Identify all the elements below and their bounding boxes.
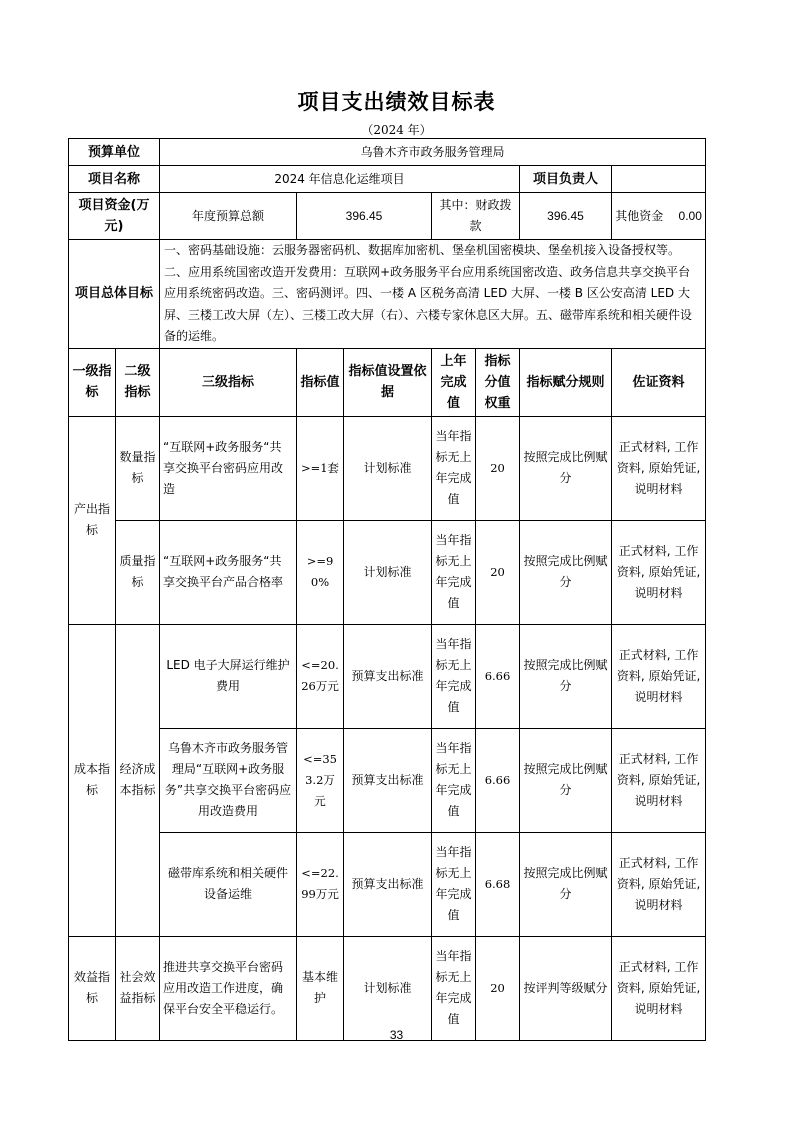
fiscal-value: 396.45 <box>520 193 612 240</box>
basis-cell: 计划标准 <box>344 520 432 624</box>
fiscal-label: 其中：财政拨款 <box>432 193 520 240</box>
header-rule: 指标赋分规则 <box>520 348 612 416</box>
weight-cell: 6.68 <box>476 832 520 936</box>
evidence-cell: 正式材料, 工作资料, 原始凭证, 说明材料 <box>612 728 706 832</box>
last-year-cell: 当年指标无上年完成值 <box>432 416 476 520</box>
budget-unit-label: 预算单位 <box>69 139 160 166</box>
table-row <box>69 520 706 624</box>
indicator-cell: LED 电子大屏运行维护费用 <box>160 624 297 728</box>
budget-unit-value: 乌鲁木齐市政务服务管理局 <box>160 139 706 166</box>
weight-cell: 20 <box>476 936 520 1040</box>
indicator-cell: “互联网+政务服务“共享交换平台密码应用改造 <box>160 416 297 520</box>
weight-cell: 20 <box>476 520 520 624</box>
performance-goal-table <box>68 138 706 1041</box>
table-row <box>69 624 706 728</box>
weight-cell: 20 <box>476 416 520 520</box>
value-cell: <=20.26万元 <box>297 624 344 728</box>
table-row <box>69 416 706 520</box>
annual-budget-value: 396.45 <box>297 193 432 240</box>
last-year-cell: 当年指标无上年完成值 <box>432 936 476 1040</box>
page-title: 项目支出绩效目标表 <box>297 90 496 114</box>
group-quantity: 数量指标 <box>116 416 160 520</box>
last-year-cell: 当年指标无上年完成值 <box>432 520 476 624</box>
value-cell: <=353.2万元 <box>297 728 344 832</box>
basis-cell: 预算支出标准 <box>344 624 432 728</box>
header-evidence: 佐证资料 <box>612 348 706 416</box>
basis-cell: 预算支出标准 <box>344 832 432 936</box>
rule-cell: 按评判等级赋分 <box>520 936 612 1040</box>
rule-cell: 按照完成比例赋分 <box>520 520 612 624</box>
value-cell: <=22.99万元 <box>297 832 344 936</box>
project-name-label: 项目名称 <box>69 166 160 193</box>
indicator-cell: 乌鲁木齐市政务服务管理局“互联网+政务服务”共享交换平台密码应用改造费用 <box>160 728 297 832</box>
basis-cell: 计划标准 <box>344 416 432 520</box>
indicator-cell: 推进共享交换平台密码应用改造工作进度，确保平台安全平稳运行。 <box>160 936 297 1040</box>
last-year-cell: 当年指标无上年完成值 <box>432 832 476 936</box>
evidence-cell: 正式材料, 工作资料, 原始凭证, 说明材料 <box>612 832 706 936</box>
header-value: 指标值 <box>297 348 344 416</box>
overall-goal-label: 项目总体目标 <box>69 240 160 349</box>
value-cell: >=90% <box>297 520 344 624</box>
rule-cell: 按照完成比例赋分 <box>520 624 612 728</box>
group-social-benefit: 社会效益指标 <box>116 936 160 1040</box>
header-basis: 指标值设置依据 <box>344 348 432 416</box>
group-cost: 成本指标 <box>69 624 116 936</box>
header-level1: 一级指标 <box>69 348 116 416</box>
header-level3: 三级指标 <box>160 348 297 416</box>
weight-cell: 6.66 <box>476 624 520 728</box>
group-output: 产出指标 <box>69 416 116 624</box>
other-funds-cell <box>612 193 706 240</box>
year-subtitle: （2024 年） <box>361 123 432 137</box>
funds-label: 项目资金(万元) <box>69 193 160 240</box>
table-row <box>69 936 706 1040</box>
table-row <box>69 832 706 936</box>
header-level2: 二级指标 <box>116 348 160 416</box>
group-quality: 质量指标 <box>116 520 160 624</box>
other-funds-label: 其他资金 <box>615 208 664 223</box>
value-cell: >=1套 <box>297 416 344 520</box>
project-lead-label: 项目负责人 <box>520 166 612 193</box>
header-weight: 指标分值权重 <box>476 348 520 416</box>
project-name-value: 2024 年信息化运维项目 <box>160 166 520 193</box>
table-row <box>69 728 706 832</box>
last-year-cell: 当年指标无上年完成值 <box>432 728 476 832</box>
other-funds-value: 0.00 <box>678 208 702 223</box>
evidence-cell: 正式材料, 工作资料, 原始凭证, 说明材料 <box>612 520 706 624</box>
overall-goal-text: 一、密码基础设施：云服务器密码机、数据库加密机、堡垒机国密模块、堡垒机接入设备授权等。二、应用系统国密改造开发费用：互联网+政务服务平台应用系统国密改造、政务信息共享交换平台应用系统密码改造。三、密码测评。四、一楼 A 区税务高清 LED 大屏、一楼 B 区公安高清 LED 大屏、三楼工改大屏（左）、三楼工改大屏（右）、六楼专家休息区大屏。五、磁带库系统和相关硬件设备的运维。 <box>160 240 706 349</box>
rule-cell: 按照完成比例赋分 <box>520 416 612 520</box>
group-benefit: 效益指标 <box>69 936 116 1040</box>
basis-cell: 计划标准 <box>344 936 432 1040</box>
rule-cell: 按照完成比例赋分 <box>520 728 612 832</box>
basis-cell: 预算支出标准 <box>344 728 432 832</box>
rule-cell: 按照完成比例赋分 <box>520 832 612 936</box>
evidence-cell: 正式材料, 工作资料, 原始凭证, 说明材料 <box>612 416 706 520</box>
page-number: 33 <box>389 1028 404 1042</box>
last-year-cell: 当年指标无上年完成值 <box>432 624 476 728</box>
value-cell: 基本维护 <box>297 936 344 1040</box>
indicator-cell: “互联网+政务服务“共享交换平台产品合格率 <box>160 520 297 624</box>
evidence-cell: 正式材料, 工作资料, 原始凭证, 说明材料 <box>612 624 706 728</box>
header-last-year: 上年完成值 <box>432 348 476 416</box>
weight-cell: 6.66 <box>476 728 520 832</box>
group-economic-cost: 经济成本指标 <box>116 624 160 936</box>
indicator-cell: 磁带库系统和相关硬件设备运维 <box>160 832 297 936</box>
annual-budget-label: 年度预算总额 <box>160 193 297 240</box>
project-lead-value <box>612 166 706 193</box>
evidence-cell: 正式材料, 工作资料, 原始凭证, 说明材料 <box>612 936 706 1040</box>
